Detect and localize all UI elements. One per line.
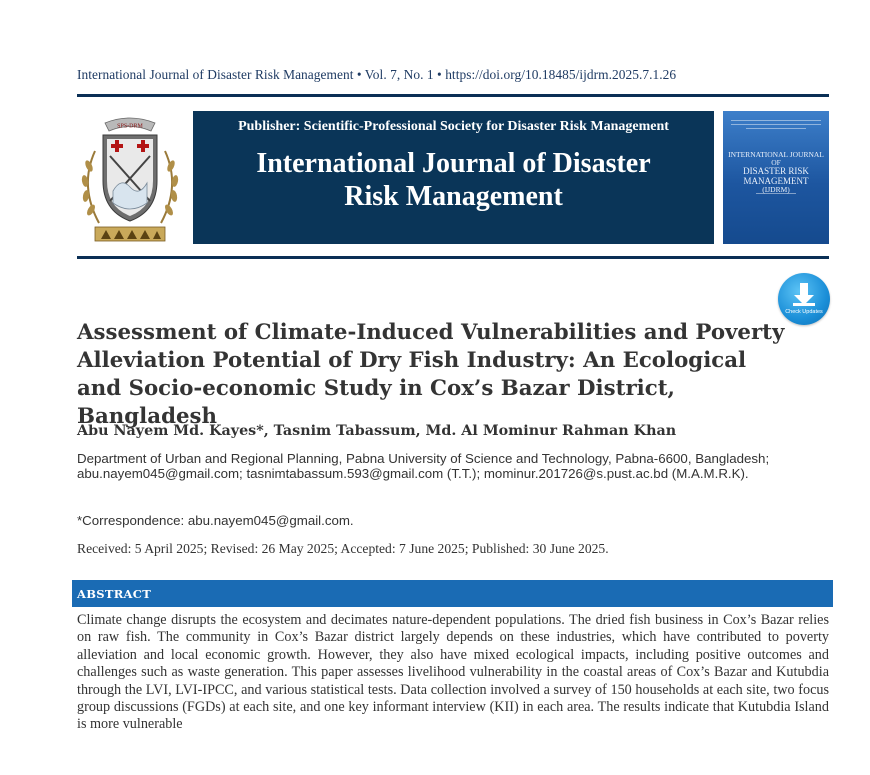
header-rule-bottom — [77, 256, 829, 259]
cover-title — [727, 151, 825, 195]
correspondence: *Correspondence: abu.nayem045@gmail.com. — [77, 513, 354, 528]
cover-decor-line — [731, 124, 821, 125]
journal-cover-thumbnail — [723, 111, 829, 244]
journal-title-line2: Risk Management — [344, 181, 563, 212]
abstract-text: Climate change disrupts the ecosystem and decimates nature-dependent populations. The dried fish business in Cox’s Bazar relies on raw fish. The community in Cox’s Bazar district largely depends on these industries, which have contributed to poverty alleviation and local economic growth. However, they also have mixed ecological impacts, including positive outcomes and challenges such as waste generation. This paper assesses livelihood vulnerability in the coastal areas of Cox’s Bazar and Kutubdia through the LVI, LVI-IPCC, and various statistical tests. Data collection involved a survey of 150 households at each site, two focus group discussions (FGDs) at each site, and one key informant interview (KII) in each area. The results indicate that Kutubdia Island is more vulnerable — [77, 612, 829, 733]
publication-dates: Received: 5 April 2025; Revised: 26 May 2025; Accepted: 7 June 2025; Published: 30 June 2025. — [77, 541, 609, 556]
check-updates-label: Check Updates — [785, 309, 823, 315]
publisher-line: Publisher: Scientific-Professional Society for Disaster Risk Management — [238, 119, 669, 134]
running-head: International Journal of Disaster Risk Management • Vol. 7, No. 1 • https://doi.org/10.18485/ijdrm.2025.7.1.26 — [77, 67, 677, 82]
society-logo — [77, 111, 183, 245]
header-rule-top — [77, 94, 829, 97]
download-icon — [778, 273, 830, 325]
check-updates-badge[interactable] — [778, 273, 830, 325]
cover-title-line1: INTERNATIONAL JOURNAL OF — [728, 150, 824, 168]
journal-banner — [193, 111, 714, 244]
affiliation: Department of Urban and Regional Planning, Pabna University of Science and Technology, Pabna-6600, Bangladesh; abu.nayem045@gmail.com; tasnimtabassum.593@gmail.com (T.T.); mominur.201726@s.pust.ac.bd (M.A.M.R.K). — [77, 451, 770, 481]
cover-title-line2: DISASTER RISK — [743, 166, 809, 177]
author-list: Abu Nayem Md. Kayes*, Tasnim Tabassum, Md. Al Mominur Rahman Khan — [77, 423, 677, 439]
logo-label: SPS-DRM — [117, 123, 143, 130]
cover-decor-line — [746, 128, 806, 129]
journal-title — [193, 147, 714, 213]
abstract-heading-bar — [72, 580, 833, 607]
cover-title-line3: MANAGEMENT — [743, 175, 809, 186]
abstract-heading: ABSTRACT — [77, 587, 152, 601]
cover-title-line4: (IJDRM) — [762, 185, 790, 195]
cover-decor-line — [756, 193, 796, 194]
journal-title-line1: International Journal of Disaster — [256, 148, 651, 179]
cover-decor-line — [731, 120, 821, 121]
paper-title: Assessment of Climate-Induced Vulnerabilities and Poverty Alleviation Potential of Dry Fish Industry: An Ecological and Socio-economic Study in Cox’s Bazar District, Bangladesh — [77, 320, 785, 429]
